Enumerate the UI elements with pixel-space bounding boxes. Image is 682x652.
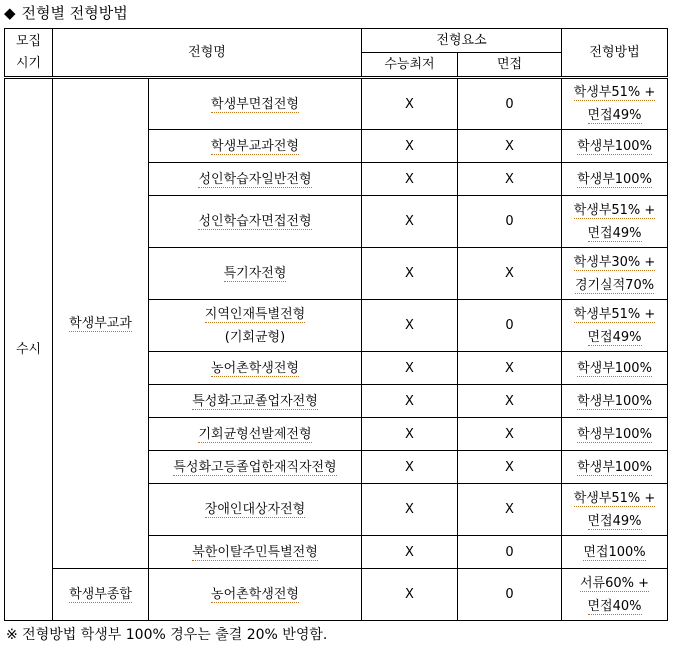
category-cell	[53, 78, 149, 569]
method-line: 학생부100%	[577, 138, 652, 154]
admission-name-cell	[149, 196, 362, 248]
category-label: 학생부종합	[69, 587, 132, 602]
interview-cell: X	[458, 248, 562, 300]
method-line: 면접49%	[587, 513, 642, 529]
table-row	[5, 569, 668, 621]
admission-name-cell	[149, 130, 362, 163]
csat-cell: X	[362, 385, 458, 418]
method-cell	[562, 78, 668, 130]
admission-name: 성인학습자일반전형	[198, 171, 312, 187]
header-admission-name: 전형명	[53, 29, 362, 78]
season-cell: 수시	[5, 78, 53, 621]
method-cell	[562, 300, 668, 352]
method-cell	[562, 196, 668, 248]
interview-cell: X	[458, 418, 562, 451]
method-line: 학생부30% +	[573, 254, 656, 270]
csat-cell: X	[362, 163, 458, 196]
method-cell	[562, 385, 668, 418]
csat-cell: X	[362, 418, 458, 451]
method-cell	[562, 163, 668, 196]
method-line: 면접49%	[587, 329, 642, 345]
csat-cell: X	[362, 78, 458, 130]
method-cell	[562, 451, 668, 484]
method-cell	[562, 569, 668, 621]
csat-cell: X	[362, 196, 458, 248]
admission-name-cell	[149, 300, 362, 352]
header-recruit-line2: 시기	[15, 55, 42, 71]
admission-name-cell	[149, 451, 362, 484]
admission-name: 북한이탈주민특별전형	[192, 544, 318, 560]
csat-cell: X	[362, 130, 458, 163]
admission-method-table	[4, 28, 668, 621]
method-line: 학생부51% +	[573, 202, 656, 218]
admission-name: 지역인재특별전형	[204, 306, 306, 322]
interview-cell: 0	[458, 300, 562, 352]
method-line: 면접49%	[587, 108, 642, 123]
admission-name: 성인학습자면접전형	[198, 214, 312, 229]
header-recruit-period	[5, 29, 53, 78]
interview-cell: X	[458, 484, 562, 536]
admission-name: 특성화고등졸업한재직자전형	[173, 459, 337, 475]
admission-name-cell	[149, 536, 362, 569]
admission-name: 장애인대상자전형	[204, 502, 306, 517]
interview-cell: X	[458, 163, 562, 196]
method-line: 학생부51% +	[573, 306, 656, 322]
method-line: 학생부100%	[577, 459, 652, 475]
method-cell	[562, 484, 668, 536]
admission-name: 특성화고교졸업자전형	[192, 393, 318, 409]
interview-cell: 0	[458, 569, 562, 621]
interview-cell: 0	[458, 536, 562, 569]
csat-cell: X	[362, 248, 458, 300]
header-elements: 전형요소	[362, 29, 562, 53]
method-line: 면접49%	[587, 225, 642, 241]
admission-name: 농어촌학생전형	[211, 360, 299, 376]
method-cell	[562, 130, 668, 163]
category-cell	[53, 569, 149, 621]
admission-name-cell	[149, 569, 362, 621]
admission-name-cell	[149, 418, 362, 451]
csat-cell: X	[362, 536, 458, 569]
method-line: 학생부100%	[577, 426, 652, 442]
header-csat-minimum: 수능최저	[362, 53, 458, 78]
csat-cell: X	[362, 352, 458, 385]
admission-name: 특기자전형	[223, 266, 287, 281]
admission-name-cell	[149, 352, 362, 385]
interview-cell: X	[458, 451, 562, 484]
method-cell	[562, 352, 668, 385]
admission-name-cell	[149, 385, 362, 418]
admission-name: 학생부교과전형	[211, 138, 299, 154]
csat-cell: X	[362, 451, 458, 484]
header-interview: 면접	[458, 53, 562, 78]
header-recruit-line1: 모집	[15, 33, 42, 49]
method-line: 경기실적70%	[574, 277, 655, 293]
admission-name: 학생부면접전형	[211, 96, 299, 112]
admission-name-cell	[149, 78, 362, 130]
table-row	[5, 78, 668, 130]
interview-cell: 0	[458, 78, 562, 130]
csat-cell: X	[362, 484, 458, 536]
method-line: 서류60% +	[579, 575, 650, 591]
method-line: 학생부100%	[577, 171, 652, 187]
section-title-text: 전형별 전형방법	[21, 4, 128, 22]
method-line: 면접100%	[583, 544, 646, 560]
interview-cell: 0	[458, 196, 562, 248]
method-line: 학생부100%	[577, 393, 652, 409]
interview-cell: X	[458, 352, 562, 385]
interview-cell: X	[458, 385, 562, 418]
admission-name-cell	[149, 484, 362, 536]
method-line: 학생부100%	[577, 360, 652, 376]
method-cell	[562, 248, 668, 300]
category-label: 학생부교과	[69, 316, 132, 331]
header-method: 전형방법	[562, 29, 668, 78]
admission-name: 기회균형선발제전형	[198, 426, 312, 442]
admission-name-cell	[149, 248, 362, 300]
method-line: 면접40%	[587, 598, 642, 614]
admission-name-cell	[149, 163, 362, 196]
section-title	[4, 2, 128, 24]
admission-name-sub: (기회균형)	[224, 329, 286, 345]
admission-name: 농어촌학생전형	[211, 587, 299, 602]
method-cell	[562, 418, 668, 451]
method-line: 학생부51% +	[573, 490, 656, 506]
footnote: ※ 전형방법 학생부 100% 경우는 출결 20% 반영함.	[6, 627, 328, 643]
interview-cell: X	[458, 130, 562, 163]
csat-cell: X	[362, 569, 458, 621]
method-line: 학생부51% +	[573, 85, 656, 100]
diamond-icon: ◆	[4, 4, 16, 22]
csat-cell: X	[362, 300, 458, 352]
method-cell	[562, 536, 668, 569]
